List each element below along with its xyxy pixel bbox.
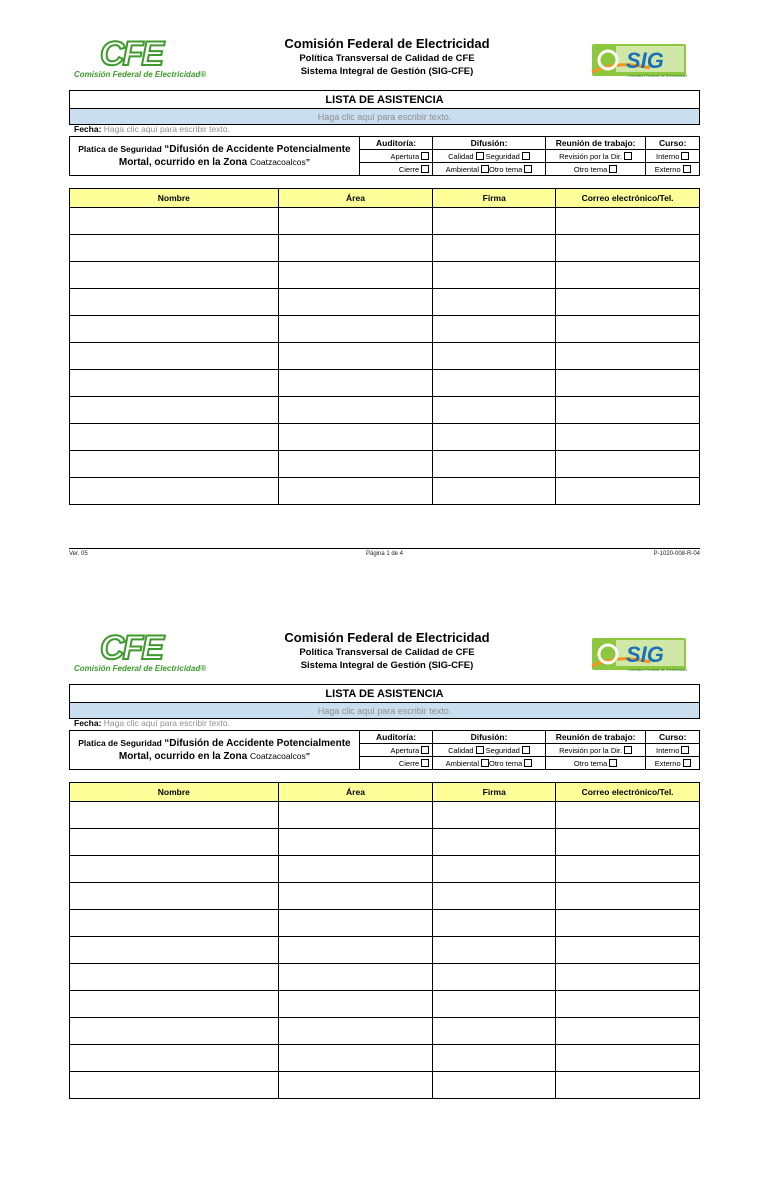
sig-logo (588, 38, 690, 80)
checkbox[interactable] (421, 152, 429, 160)
table-row (70, 289, 700, 316)
attendance-rows (70, 208, 700, 505)
date-label: Fecha: (74, 124, 102, 134)
area-cell[interactable] (278, 370, 433, 397)
option-externo[interactable] (646, 757, 700, 770)
nombre-cell[interactable] (70, 856, 279, 883)
table-row (70, 937, 700, 964)
nombre-cell[interactable] (70, 991, 279, 1018)
checkbox[interactable] (421, 759, 429, 767)
correo-cell[interactable] (556, 208, 700, 235)
nombre-cell[interactable] (70, 1045, 279, 1072)
firma-cell[interactable] (433, 937, 556, 964)
footer-version: Ver. 05 (69, 551, 88, 557)
list-subtitle-field[interactable]: Haga clic aquí para escribir texto. (70, 703, 700, 719)
table-row (70, 1072, 700, 1099)
reunion-header: Reunión de trabajo: (545, 137, 646, 150)
firma-cell[interactable] (433, 424, 556, 451)
nombre-cell[interactable] (70, 1072, 279, 1099)
table-row (70, 802, 700, 829)
option-label: Apertura (390, 151, 420, 161)
correo-cell[interactable] (556, 1045, 700, 1072)
option-apertura[interactable] (359, 744, 432, 757)
area-cell[interactable] (278, 1045, 433, 1072)
correo-cell[interactable] (556, 316, 700, 343)
option-label: Revisión por la Dir. (559, 151, 623, 161)
correo-cell[interactable] (556, 1018, 700, 1045)
topic-close-quote: ” (305, 157, 310, 167)
area-cell[interactable] (278, 262, 433, 289)
checkbox[interactable] (481, 165, 489, 173)
nombre-cell[interactable] (70, 370, 279, 397)
area-cell[interactable] (278, 964, 433, 991)
area-cell[interactable] (278, 883, 433, 910)
table-row (70, 964, 700, 991)
option-label: Cierre (398, 758, 420, 768)
topic-title: “Difusión de Accidente Potencialmente Mortal, ocurrido en la Zona (118, 738, 351, 762)
area-cell[interactable] (278, 802, 433, 829)
table-row (70, 478, 700, 505)
topic-zone: Coatzacoalcos (249, 157, 306, 167)
option-label: Otro tema (489, 164, 523, 174)
nombre-cell[interactable] (70, 208, 279, 235)
area-cell[interactable] (278, 829, 433, 856)
column-header-area: Área (278, 189, 433, 208)
column-header-correo: Correo electrónico/Tel. (556, 783, 700, 802)
firma-cell[interactable] (433, 316, 556, 343)
area-cell[interactable] (278, 208, 433, 235)
option-otro-tema[interactable] (545, 757, 646, 770)
option-label: Otro tema (489, 758, 523, 768)
option-label: Externo (654, 164, 681, 174)
topic-prefix: Platica de Seguridad (78, 144, 165, 154)
area-cell[interactable] (278, 1018, 433, 1045)
header-title: Comisión Federal de Electricidad (284, 630, 490, 645)
auditoria-header: Auditoría: (359, 731, 432, 744)
checkbox[interactable] (681, 152, 689, 160)
correo-cell[interactable] (556, 424, 700, 451)
firma-cell[interactable] (433, 883, 556, 910)
date-placeholder[interactable]: Haga clic aquí para escribir texto. (103, 124, 230, 134)
checkbox[interactable] (476, 152, 484, 160)
checkbox[interactable] (421, 165, 429, 173)
firma-cell[interactable] (433, 1018, 556, 1045)
checkbox[interactable] (681, 746, 689, 754)
table-row (70, 451, 700, 478)
topic-close-quote: ” (305, 751, 310, 761)
firma-cell[interactable] (433, 478, 556, 505)
nombre-cell[interactable] (70, 829, 279, 856)
table-row (70, 235, 700, 262)
option-interno[interactable] (646, 150, 700, 163)
option-label: Revisión por la Dir. (559, 745, 623, 755)
option-label: Interno (656, 151, 680, 161)
header-subtitle-2: Sistema Integral de Gestión (SIG-CFE) (300, 660, 474, 671)
area-cell[interactable] (278, 235, 433, 262)
meeting-type-table (69, 136, 700, 176)
table-row (70, 910, 700, 937)
column-header-correo: Correo electrónico/Tel. (556, 189, 700, 208)
nombre-cell[interactable] (70, 235, 279, 262)
firma-cell[interactable] (433, 235, 556, 262)
correo-cell[interactable] (556, 802, 700, 829)
header-titles (250, 630, 524, 672)
column-header-area: Área (278, 783, 433, 802)
options-difusion-1 (433, 744, 546, 757)
firma-cell[interactable] (433, 208, 556, 235)
correo-cell[interactable] (556, 370, 700, 397)
list-subtitle-field[interactable]: Haga clic aquí para escribir texto. (70, 109, 700, 125)
option-label: Seguridad (485, 745, 520, 755)
topic-prefix: Platica de Seguridad (78, 738, 165, 748)
column-header-firma: Firma (433, 189, 556, 208)
date-field[interactable] (74, 124, 230, 134)
cfe-logo-caption: Comisión Federal de Electricidad® (74, 70, 207, 79)
checkbox[interactable] (476, 746, 484, 754)
nombre-cell[interactable] (70, 802, 279, 829)
correo-cell[interactable] (556, 883, 700, 910)
date-label: Fecha: (74, 718, 102, 728)
option-label: Calidad (448, 151, 474, 161)
checkbox[interactable] (524, 165, 532, 173)
firma-cell[interactable] (433, 451, 556, 478)
form-page-2 (0, 594, 768, 1188)
page-header (0, 594, 768, 680)
area-cell[interactable] (278, 343, 433, 370)
option-label: Ambiental (445, 758, 479, 768)
nombre-cell[interactable] (70, 964, 279, 991)
footer-page: Página 1 de 4 (365, 551, 404, 557)
checkbox[interactable] (624, 746, 632, 754)
header-subtitle-1: Política Transversal de Calidad de CFE (299, 647, 475, 658)
correo-cell[interactable] (556, 478, 700, 505)
area-cell[interactable] (278, 1072, 433, 1099)
attendance-table (69, 188, 700, 505)
cfe-logo-caption: Comisión Federal de Electricidad® (74, 664, 207, 673)
area-cell[interactable] (278, 451, 433, 478)
list-title: LISTA DE ASISTENCIA (70, 685, 700, 703)
checkbox[interactable] (609, 759, 617, 767)
header-subtitle-1: Política Transversal de Calidad de CFE (299, 53, 475, 64)
page-footer (69, 548, 700, 557)
correo-cell[interactable] (556, 289, 700, 316)
meeting-topic (70, 137, 360, 176)
sig-logo-text: SIG (626, 48, 664, 73)
area-cell[interactable] (278, 397, 433, 424)
sig-logo-caption: Comisión Federal de Electricidad (628, 667, 687, 672)
table-row (70, 343, 700, 370)
area-cell[interactable] (278, 910, 433, 937)
firma-cell[interactable] (433, 829, 556, 856)
table-row (70, 829, 700, 856)
date-placeholder[interactable]: Haga clic aquí para escribir texto. (103, 718, 230, 728)
page-header (0, 0, 768, 86)
table-row (70, 316, 700, 343)
meeting-topic (70, 731, 360, 770)
nombre-cell[interactable] (70, 424, 279, 451)
correo-cell[interactable] (556, 910, 700, 937)
correo-cell[interactable] (556, 343, 700, 370)
column-header-nombre: Nombre (70, 189, 279, 208)
option-label: Ambiental (445, 164, 479, 174)
footer-code: P-1020-008-R-04 (653, 551, 700, 557)
firma-cell[interactable] (433, 1045, 556, 1072)
option-revision[interactable] (545, 150, 646, 163)
table-row (70, 856, 700, 883)
area-cell[interactable] (278, 937, 433, 964)
auditoria-header: Auditoría: (359, 137, 432, 150)
nombre-cell[interactable] (70, 910, 279, 937)
correo-cell[interactable] (556, 262, 700, 289)
list-title: LISTA DE ASISTENCIA (70, 91, 700, 109)
table-row (70, 397, 700, 424)
checkbox[interactable] (522, 152, 530, 160)
cfe-logo (74, 35, 207, 84)
area-cell[interactable] (278, 316, 433, 343)
table-row (70, 262, 700, 289)
option-label: Apertura (390, 745, 420, 755)
option-revision[interactable] (545, 744, 646, 757)
option-label: Calidad (448, 745, 474, 755)
options-difusion-1 (433, 150, 546, 163)
option-label: Cierre (398, 164, 420, 174)
firma-cell[interactable] (433, 991, 556, 1018)
firma-cell[interactable] (433, 397, 556, 424)
attendance-header-row (70, 189, 700, 208)
firma-cell[interactable] (433, 370, 556, 397)
sig-logo-graphic (588, 632, 690, 674)
option-label: Externo (654, 758, 681, 768)
table-row (70, 208, 700, 235)
curso-header: Curso: (646, 137, 700, 150)
area-cell[interactable] (278, 991, 433, 1018)
nombre-cell[interactable] (70, 397, 279, 424)
checkbox[interactable] (683, 759, 691, 767)
nombre-cell[interactable] (70, 316, 279, 343)
column-header-firma: Firma (433, 783, 556, 802)
nombre-cell[interactable] (70, 343, 279, 370)
correo-cell[interactable] (556, 829, 700, 856)
firma-cell[interactable] (433, 1072, 556, 1099)
option-label: Interno (656, 745, 680, 755)
checkbox[interactable] (609, 165, 617, 173)
nombre-cell[interactable] (70, 451, 279, 478)
option-label: Seguridad (485, 151, 520, 161)
nombre-cell[interactable] (70, 883, 279, 910)
table-row (70, 370, 700, 397)
topic-title: “Difusión de Accidente Potencialmente Mortal, ocurrido en la Zona (118, 144, 351, 168)
firma-cell[interactable] (433, 289, 556, 316)
checkbox[interactable] (624, 152, 632, 160)
nombre-cell[interactable] (70, 289, 279, 316)
firma-cell[interactable] (433, 910, 556, 937)
header-title: Comisión Federal de Electricidad (284, 36, 490, 51)
cfe-logo-text: CFE (100, 35, 162, 73)
option-cierre[interactable] (359, 163, 432, 176)
list-title-table (69, 684, 700, 719)
firma-cell[interactable] (433, 964, 556, 991)
sig-logo (588, 632, 690, 674)
header-subtitle-2: Sistema Integral de Gestión (SIG-CFE) (300, 66, 474, 77)
curso-header: Curso: (646, 731, 700, 744)
topic-zone: Coatzacoalcos (249, 751, 306, 761)
list-title-table (69, 90, 700, 125)
meeting-type-table (69, 730, 700, 770)
options-difusion-2 (433, 757, 546, 770)
table-row (70, 883, 700, 910)
date-field[interactable] (74, 718, 230, 728)
checkbox[interactable] (524, 759, 532, 767)
option-apertura[interactable] (359, 150, 432, 163)
checkbox[interactable] (481, 759, 489, 767)
reunion-header: Reunión de trabajo: (545, 731, 646, 744)
sig-logo-caption: Comisión Federal de Electricidad (628, 73, 687, 78)
correo-cell[interactable] (556, 1072, 700, 1099)
option-externo[interactable] (646, 163, 700, 176)
nombre-cell[interactable] (70, 478, 279, 505)
sig-logo-text: SIG (626, 642, 664, 667)
nombre-cell[interactable] (70, 937, 279, 964)
difusion-header: Difusión: (433, 731, 546, 744)
area-cell[interactable] (278, 289, 433, 316)
firma-cell[interactable] (433, 856, 556, 883)
correo-cell[interactable] (556, 235, 700, 262)
checkbox[interactable] (683, 165, 691, 173)
options-difusion-2 (433, 163, 546, 176)
option-label: Otro tema (573, 164, 608, 174)
firma-cell[interactable] (433, 343, 556, 370)
cfe-logo-text: CFE (100, 629, 162, 667)
sig-logo-graphic (588, 38, 690, 80)
table-row (70, 424, 700, 451)
area-cell[interactable] (278, 856, 433, 883)
correo-cell[interactable] (556, 991, 700, 1018)
firma-cell[interactable] (433, 262, 556, 289)
nombre-cell[interactable] (70, 1018, 279, 1045)
header-titles (250, 36, 524, 78)
option-cierre[interactable] (359, 757, 432, 770)
correo-cell[interactable] (556, 964, 700, 991)
option-interno[interactable] (646, 744, 700, 757)
nombre-cell[interactable] (70, 262, 279, 289)
option-otro-tema[interactable] (545, 163, 646, 176)
column-header-nombre: Nombre (70, 783, 279, 802)
area-cell[interactable] (278, 424, 433, 451)
option-label: Otro tema (573, 758, 608, 768)
table-row (70, 991, 700, 1018)
attendance-header-row (70, 783, 700, 802)
attendance-rows (70, 802, 700, 1099)
correo-cell[interactable] (556, 856, 700, 883)
cfe-logo (74, 629, 207, 678)
checkbox[interactable] (421, 746, 429, 754)
correo-cell[interactable] (556, 937, 700, 964)
table-row (70, 1045, 700, 1072)
table-row (70, 1018, 700, 1045)
correo-cell[interactable] (556, 451, 700, 478)
correo-cell[interactable] (556, 397, 700, 424)
firma-cell[interactable] (433, 802, 556, 829)
area-cell[interactable] (278, 478, 433, 505)
attendance-table (69, 782, 700, 1099)
difusion-header: Difusión: (433, 137, 546, 150)
checkbox[interactable] (522, 746, 530, 754)
